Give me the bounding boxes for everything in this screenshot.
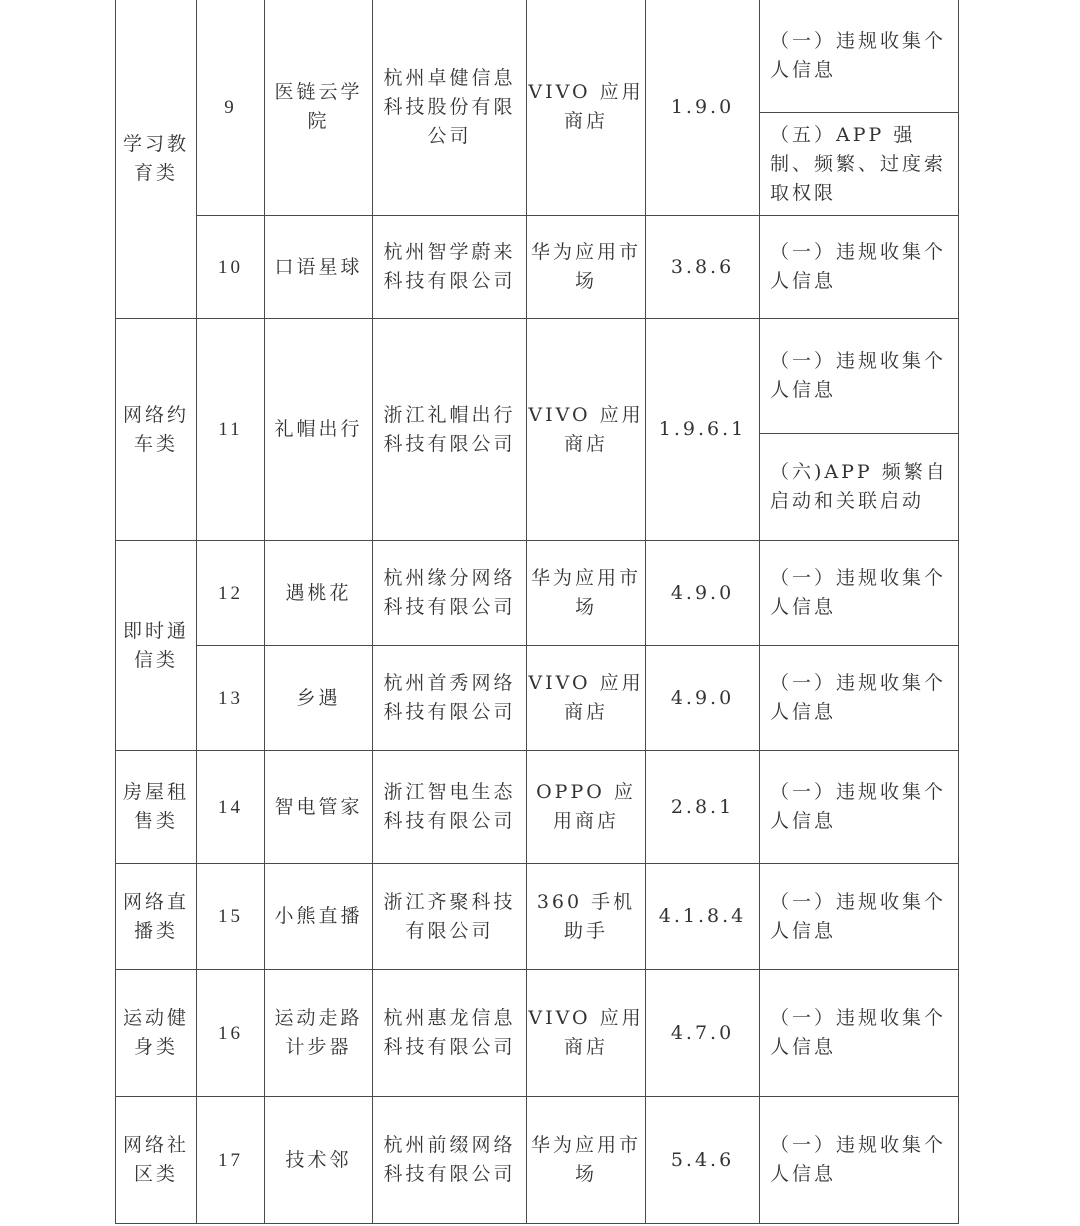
store-cell: VIVO 应用商店 (527, 319, 646, 541)
category-cell: 运动健身类 (116, 970, 197, 1097)
category-cell: 网络直播类 (116, 864, 197, 970)
version-cell: 1.9.0 (646, 0, 760, 216)
category-cell: 网络约车类 (116, 319, 197, 541)
issue-cell: （一）违规收集个人信息 (760, 1097, 959, 1224)
issue-cell: （一）违规收集个人信息 (760, 864, 959, 970)
category-cell: 学习教育类 (116, 0, 197, 319)
table-row (116, 646, 959, 751)
number-cell: 14 (197, 751, 265, 864)
number-cell: 15 (197, 864, 265, 970)
app-violation-table (115, 0, 959, 1224)
table-row (116, 0, 959, 113)
number-cell: 13 (197, 646, 265, 751)
table-row (116, 216, 959, 319)
company-cell: 杭州惠龙信息科技有限公司 (373, 970, 527, 1097)
company-cell: 浙江齐聚科技有限公司 (373, 864, 527, 970)
issue-cell: （一）违规收集个人信息 (760, 646, 959, 751)
store-cell: VIVO 应用商店 (527, 0, 646, 216)
table-row (116, 970, 959, 1097)
table-row (116, 751, 959, 864)
issue-cell: （一）违规收集个人信息 (760, 216, 959, 319)
table-row (116, 1097, 959, 1224)
version-cell: 3.8.6 (646, 216, 760, 319)
issue-cell: （一）违规收集个人信息 (760, 0, 959, 113)
store-cell: OPPO 应用商店 (527, 751, 646, 864)
version-cell: 1.9.6.1 (646, 319, 760, 541)
app-name-cell: 遇桃花 (265, 541, 373, 646)
issue-cell: （一）违规收集个人信息 (760, 970, 959, 1097)
table-row (116, 864, 959, 970)
store-cell: VIVO 应用商店 (527, 970, 646, 1097)
store-cell: VIVO 应用商店 (527, 646, 646, 751)
app-name-cell: 小熊直播 (265, 864, 373, 970)
app-name-cell: 乡遇 (265, 646, 373, 751)
issue-cell: （一）违规收集个人信息 (760, 319, 959, 434)
version-cell: 4.7.0 (646, 970, 760, 1097)
app-name-cell: 礼帽出行 (265, 319, 373, 541)
issue-cell: （一）违规收集个人信息 (760, 541, 959, 646)
app-name-cell: 医链云学院 (265, 0, 373, 216)
number-cell: 10 (197, 216, 265, 319)
company-cell: 杭州前缀网络科技有限公司 (373, 1097, 527, 1224)
category-cell: 即时通信类 (116, 541, 197, 751)
version-cell: 4.1.8.4 (646, 864, 760, 970)
app-name-cell: 运动走路计步器 (265, 970, 373, 1097)
company-cell: 杭州卓健信息科技股份有限公司 (373, 0, 527, 216)
issue-cell: （六)APP 频繁自启动和关联启动 (760, 434, 959, 541)
app-name-cell: 智电管家 (265, 751, 373, 864)
app-name-cell: 口语星球 (265, 216, 373, 319)
version-cell: 5.4.6 (646, 1097, 760, 1224)
category-cell: 网络社区类 (116, 1097, 197, 1224)
number-cell: 17 (197, 1097, 265, 1224)
company-cell: 杭州首秀网络科技有限公司 (373, 646, 527, 751)
table-row (116, 319, 959, 434)
table-row (116, 541, 959, 646)
category-cell: 房屋租售类 (116, 751, 197, 864)
company-cell: 浙江智电生态科技有限公司 (373, 751, 527, 864)
company-cell: 杭州智学蔚来科技有限公司 (373, 216, 527, 319)
number-cell: 11 (197, 319, 265, 541)
number-cell: 16 (197, 970, 265, 1097)
store-cell: 华为应用市场 (527, 541, 646, 646)
store-cell: 华为应用市场 (527, 1097, 646, 1224)
issue-cell: （五）APP 强制、频繁、过度索取权限 (760, 113, 959, 216)
company-cell: 杭州缘分网络科技有限公司 (373, 541, 527, 646)
issue-cell: （一）违规收集个人信息 (760, 751, 959, 864)
version-cell: 4.9.0 (646, 646, 760, 751)
app-name-cell: 技术邻 (265, 1097, 373, 1224)
number-cell: 12 (197, 541, 265, 646)
company-cell: 浙江礼帽出行科技有限公司 (373, 319, 527, 541)
store-cell: 360 手机助手 (527, 864, 646, 970)
version-cell: 4.9.0 (646, 541, 760, 646)
number-cell: 9 (197, 0, 265, 216)
version-cell: 2.8.1 (646, 751, 760, 864)
store-cell: 华为应用市场 (527, 216, 646, 319)
